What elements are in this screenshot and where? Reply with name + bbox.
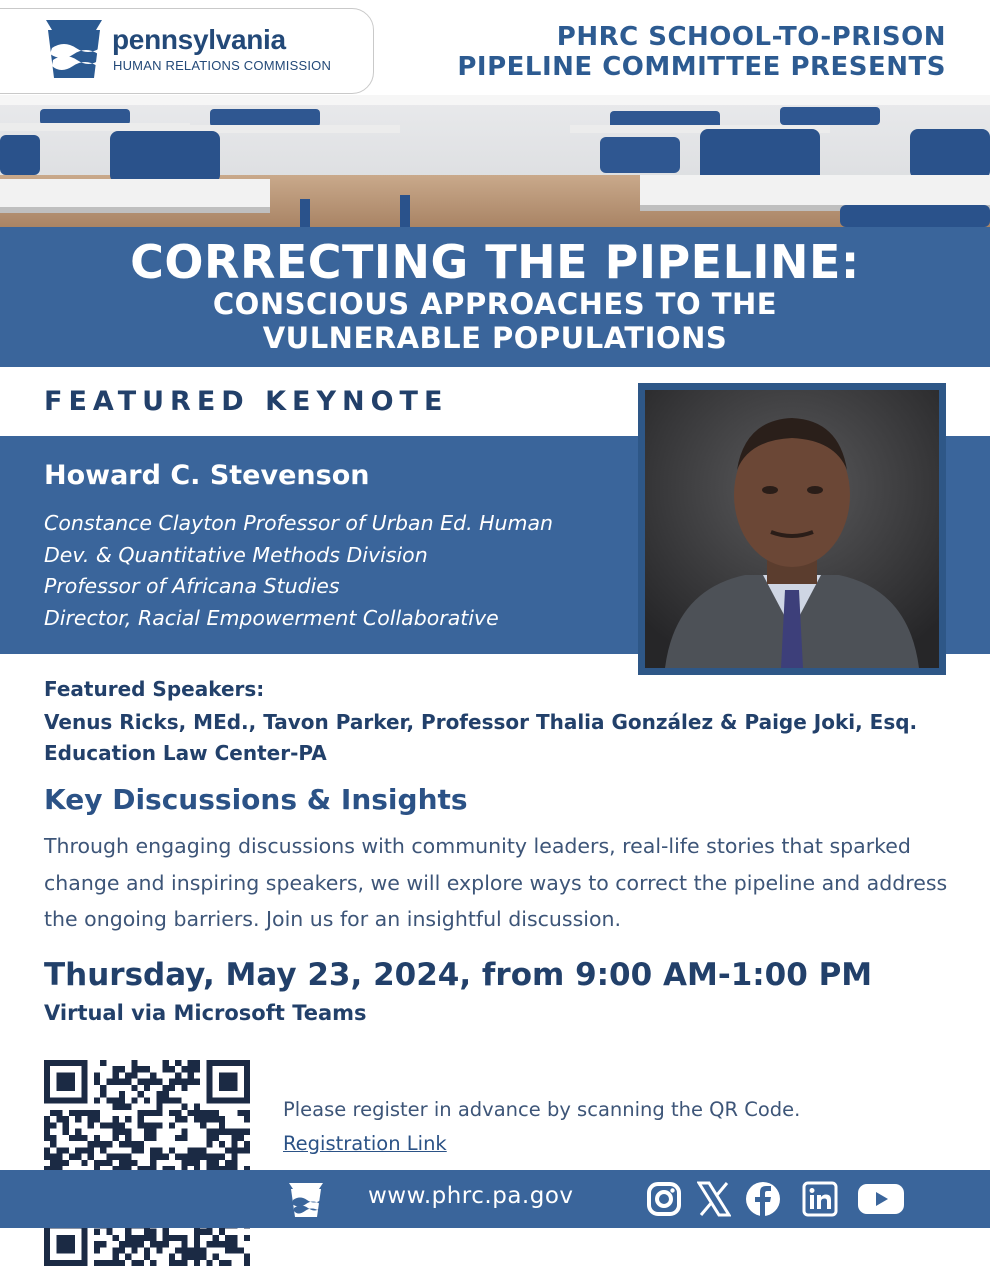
- keynote-title-line: Professor of Africana Studies: [44, 574, 340, 598]
- classroom-photo: [0, 95, 990, 227]
- youtube-icon[interactable]: [857, 1181, 905, 1217]
- keynote-speaker-titles: [44, 508, 553, 634]
- linkedin-icon[interactable]: [802, 1181, 838, 1217]
- event-subtitle-line-2: VULNERABLE POPULATIONS: [262, 321, 728, 355]
- registration-link[interactable]: Registration Link: [283, 1132, 447, 1155]
- event-subtitle-line-1: CONSCIOUS APPROACHES TO THE: [212, 287, 778, 321]
- keynote-title-line: Constance Clayton Professor of Urban Ed. Human: [44, 511, 554, 535]
- instagram-icon[interactable]: [646, 1181, 682, 1217]
- org-subtitle: HUMAN RELATIONS COMMISSION: [113, 58, 332, 73]
- keynote-speaker-name: Howard C. Stevenson: [44, 460, 370, 491]
- keynote-title-line: Director, Racial Empowerment Collaborative: [44, 605, 499, 630]
- key-discussions-heading: Key Discussions & Insights: [44, 783, 468, 816]
- featured-keynote-heading: FEATURED KEYNOTE: [44, 386, 449, 417]
- event-venue: Virtual via Microsoft Teams: [44, 1001, 367, 1025]
- presents-heading: [457, 22, 946, 82]
- keystone-footer-icon: [286, 1182, 326, 1218]
- featured-speakers-label: Featured Speakers:: [44, 677, 265, 701]
- facebook-icon[interactable]: [745, 1181, 781, 1217]
- registration-qr-code[interactable]: [44, 1060, 250, 1266]
- keynote-title-line: Dev. & Quantitative Methods Division: [44, 542, 428, 567]
- registration-instructions: Please register in advance by scanning the QR Code.: [283, 1098, 801, 1121]
- presents-line-1: PHRC SCHOOL-TO-PRISON: [556, 22, 946, 52]
- website-link[interactable]: www.phrc.pa.gov: [368, 1183, 574, 1209]
- event-subtitle: [0, 287, 990, 355]
- x-icon[interactable]: [697, 1181, 731, 1217]
- keystone-logo-icon: [42, 18, 106, 80]
- event-date-time: Thursday, May 23, 2024, from 9:00 AM-1:00 PM: [44, 957, 873, 993]
- event-title: CORRECTING THE PIPELINE:: [130, 235, 860, 289]
- keynote-portrait-photo: [645, 390, 939, 668]
- keynote-portrait-frame: [638, 383, 946, 675]
- org-name: pennsylvania: [112, 24, 286, 55]
- presents-line-2: PIPELINE COMMITTEE PRESENTS: [457, 52, 946, 82]
- key-discussions-body: Through engaging discussions with community leaders, real-life stories that sparked change and inspiring speakers, we will explore ways to correct the pipeline and address the ongoing barriers. Join us for an insightful discussion.: [44, 834, 948, 931]
- featured-speakers-list: Venus Ricks, MEd., Tavon Parker, Professor Thalia González & Paige Joki, Esq. Education Law Center-PA: [44, 710, 918, 765]
